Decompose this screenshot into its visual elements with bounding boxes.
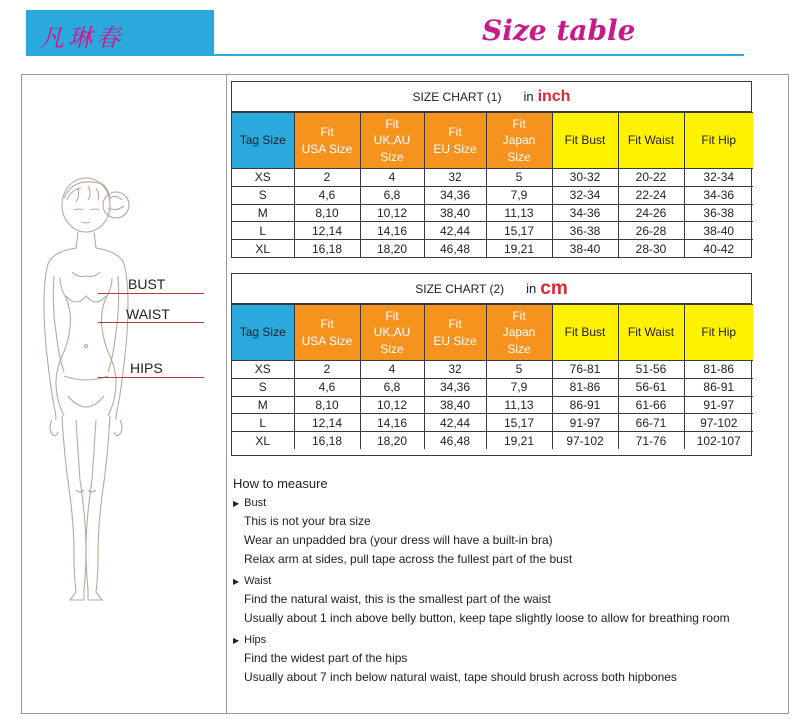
measure-instruction: Usually about 7 inch below natural waist, tape should brush across both hipbones bbox=[244, 670, 677, 684]
table-cell: 91-97 bbox=[684, 396, 753, 414]
table-cell: 20-22 bbox=[618, 169, 684, 187]
table-cell: 32-34 bbox=[684, 169, 753, 187]
table-cell: 4,6 bbox=[294, 186, 360, 204]
table-cell: L bbox=[232, 414, 294, 432]
table-cell: 18,20 bbox=[360, 240, 424, 258]
table-cell: 30-32 bbox=[552, 169, 618, 187]
table-cell: M bbox=[232, 204, 294, 222]
table-cell: 28-30 bbox=[618, 240, 684, 258]
table-cell: 18,20 bbox=[360, 432, 424, 450]
table-cell: 8,10 bbox=[294, 396, 360, 414]
unit-prefix: in bbox=[523, 89, 534, 104]
table-cell: 16,18 bbox=[294, 432, 360, 450]
table-cell: 34,36 bbox=[424, 378, 486, 396]
table-cell: 2 bbox=[294, 169, 360, 187]
table-row bbox=[232, 432, 753, 450]
table-cell: 32-34 bbox=[552, 186, 618, 204]
header-row bbox=[232, 113, 753, 169]
vertical-divider bbox=[226, 74, 227, 714]
table-cell: 51-56 bbox=[618, 361, 684, 379]
table-row bbox=[232, 378, 753, 396]
unit-prefix: in bbox=[526, 281, 537, 296]
table-cell: 40-42 bbox=[684, 240, 753, 258]
table-cell: 32 bbox=[424, 169, 486, 187]
table-cell: 6,8 bbox=[360, 186, 424, 204]
measure-section-title: Hips bbox=[244, 634, 267, 646]
column-header: Fit Bust bbox=[552, 305, 618, 361]
table-cell: 15,17 bbox=[486, 222, 552, 240]
table-cell: 2 bbox=[294, 361, 360, 379]
table-cell: 15,17 bbox=[486, 414, 552, 432]
how-to-measure bbox=[233, 476, 778, 693]
table-cell: 22-24 bbox=[618, 186, 684, 204]
table-cell: 4 bbox=[360, 361, 424, 379]
table-cell: 46,48 bbox=[424, 432, 486, 450]
table-cell: 97-102 bbox=[552, 432, 618, 450]
unit-label: inch bbox=[537, 87, 571, 105]
column-header: Fit USA Size bbox=[294, 305, 360, 361]
table-cell: 11,13 bbox=[486, 396, 552, 414]
column-header: Fit Waist bbox=[618, 113, 684, 169]
table-cell: 12,14 bbox=[294, 222, 360, 240]
table-cell: 19,21 bbox=[486, 240, 552, 258]
column-header: Tag Size bbox=[232, 305, 294, 361]
table-cell: 32 bbox=[424, 361, 486, 379]
size-chart-cm bbox=[231, 273, 752, 456]
table-cell: S bbox=[232, 186, 294, 204]
table-cell: S bbox=[232, 378, 294, 396]
measure-instruction: Find the natural waist, this is the smallest part of the waist bbox=[244, 592, 551, 606]
table-cell: 7,9 bbox=[486, 378, 552, 396]
table-cell: 11,13 bbox=[486, 204, 552, 222]
waist-label: WAIST bbox=[126, 306, 170, 322]
header-row bbox=[232, 305, 753, 361]
table-row bbox=[232, 204, 753, 222]
table-cell: 5 bbox=[486, 361, 552, 379]
table-cell: 12,14 bbox=[294, 414, 360, 432]
column-header: Fit USA Size bbox=[294, 113, 360, 169]
measure-section bbox=[233, 575, 778, 628]
measure-section-title: Waist bbox=[244, 575, 272, 587]
brand-name: 凡琳春 bbox=[40, 24, 124, 52]
column-header: Fit UK,AU Size bbox=[360, 113, 424, 169]
column-header: Fit EU Size bbox=[424, 113, 486, 169]
hips-label: HIPS bbox=[130, 360, 163, 376]
table-cell: 91-97 bbox=[552, 414, 618, 432]
table-cell: 86-91 bbox=[552, 396, 618, 414]
table-cell: 81-86 bbox=[552, 378, 618, 396]
chart-title-bar bbox=[232, 82, 751, 112]
table-cell: 81-86 bbox=[684, 361, 753, 379]
chart-title: SIZE CHART (1) bbox=[412, 89, 502, 104]
how-to-measure-sections bbox=[233, 497, 778, 687]
table-cell: M bbox=[232, 396, 294, 414]
table-cell: 10,12 bbox=[360, 204, 424, 222]
table-cell: 36-38 bbox=[552, 222, 618, 240]
how-to-measure-title: How to measure bbox=[233, 476, 328, 491]
table-row bbox=[232, 222, 753, 240]
column-header: Fit Hip bbox=[684, 113, 753, 169]
table-cell: 5 bbox=[486, 169, 552, 187]
triangle-right-icon: ▶ bbox=[233, 576, 240, 586]
table-cell: 56-61 bbox=[618, 378, 684, 396]
waist-indicator-line bbox=[98, 322, 204, 323]
table-cell: 14,16 bbox=[360, 414, 424, 432]
table-cell: 14,16 bbox=[360, 222, 424, 240]
body-figure bbox=[22, 150, 226, 620]
table-cell: 7,9 bbox=[486, 186, 552, 204]
woman-figure-illustration bbox=[22, 150, 226, 620]
measure-section bbox=[233, 497, 778, 569]
table-cell: 19,21 bbox=[486, 432, 552, 450]
table-cell: 38-40 bbox=[552, 240, 618, 258]
hips-indicator-line bbox=[98, 377, 204, 378]
table-cell: 36-38 bbox=[684, 204, 753, 222]
measure-section-title: Bust bbox=[244, 497, 267, 509]
measure-instruction: Find the widest part of the hips bbox=[244, 651, 408, 665]
measure-section-heading bbox=[233, 575, 778, 587]
measure-instruction: Wear an unpadded bra (your dress will have a built-in bra) bbox=[244, 533, 553, 547]
table-cell: 42,44 bbox=[424, 222, 486, 240]
measure-instruction: Relax arm at sides, pull tape across the fullest part of the bust bbox=[244, 552, 573, 566]
table-cell: 71-76 bbox=[618, 432, 684, 450]
column-header: Fit Japan Size bbox=[486, 113, 552, 169]
table-cell: 24-26 bbox=[618, 204, 684, 222]
table-cell: 34-36 bbox=[552, 204, 618, 222]
table-row bbox=[232, 396, 753, 414]
header-underline bbox=[214, 54, 744, 56]
bust-indicator-line bbox=[98, 293, 204, 294]
measure-instruction: This is not your bra size bbox=[244, 514, 371, 528]
table-row bbox=[232, 240, 753, 258]
measure-section-heading bbox=[233, 497, 778, 509]
table-cell: 6,8 bbox=[360, 378, 424, 396]
measure-section bbox=[233, 634, 778, 687]
column-header: Fit Hip bbox=[684, 305, 753, 361]
chart-title-bar bbox=[232, 274, 751, 304]
chart-title: SIZE CHART (2) bbox=[415, 281, 505, 296]
size-table bbox=[232, 112, 753, 257]
triangle-right-icon: ▶ bbox=[233, 498, 240, 508]
table-cell: 76-81 bbox=[552, 361, 618, 379]
table-cell: 4,6 bbox=[294, 378, 360, 396]
table-row bbox=[232, 169, 753, 187]
table-cell: 16,18 bbox=[294, 240, 360, 258]
header bbox=[0, 0, 799, 70]
table-cell: 46,48 bbox=[424, 240, 486, 258]
table-cell: XS bbox=[232, 169, 294, 187]
column-header: Fit EU Size bbox=[424, 305, 486, 361]
table-cell: 102-107 bbox=[684, 432, 753, 450]
table-cell: XS bbox=[232, 361, 294, 379]
table-cell: XL bbox=[232, 432, 294, 450]
table-cell: 61-66 bbox=[618, 396, 684, 414]
column-header: Fit Waist bbox=[618, 305, 684, 361]
table-cell: 86-91 bbox=[684, 378, 753, 396]
column-header: Fit Bust bbox=[552, 113, 618, 169]
table-cell: 34-36 bbox=[684, 186, 753, 204]
measure-section-heading bbox=[233, 634, 778, 646]
table-cell: 4 bbox=[360, 169, 424, 187]
table-row bbox=[232, 186, 753, 204]
table-cell: 10,12 bbox=[360, 396, 424, 414]
triangle-right-icon: ▶ bbox=[233, 635, 240, 645]
measure-instruction: Usually about 1 inch above belly button, keep tape slightly loose to allow for breathing room bbox=[244, 611, 730, 625]
column-header: Fit UK,AU Size bbox=[360, 305, 424, 361]
column-header: Tag Size bbox=[232, 113, 294, 169]
size-chart-inch bbox=[231, 81, 752, 258]
table-cell: 26-28 bbox=[618, 222, 684, 240]
table-cell: 42,44 bbox=[424, 414, 486, 432]
table-cell: L bbox=[232, 222, 294, 240]
unit-label: cm bbox=[540, 277, 568, 299]
bust-label: BUST bbox=[128, 276, 166, 292]
table-cell: 66-71 bbox=[618, 414, 684, 432]
table-cell: 8,10 bbox=[294, 204, 360, 222]
table-cell: 38,40 bbox=[424, 396, 486, 414]
table-cell: 38,40 bbox=[424, 204, 486, 222]
table-cell: 97-102 bbox=[684, 414, 753, 432]
table-cell: 34,36 bbox=[424, 186, 486, 204]
table-row bbox=[232, 414, 753, 432]
table-cell: XL bbox=[232, 240, 294, 258]
table-cell: 38-40 bbox=[684, 222, 753, 240]
table-row bbox=[232, 361, 753, 379]
page-title: Size table bbox=[482, 14, 636, 47]
column-header: Fit Japan Size bbox=[486, 305, 552, 361]
size-table bbox=[232, 304, 753, 449]
